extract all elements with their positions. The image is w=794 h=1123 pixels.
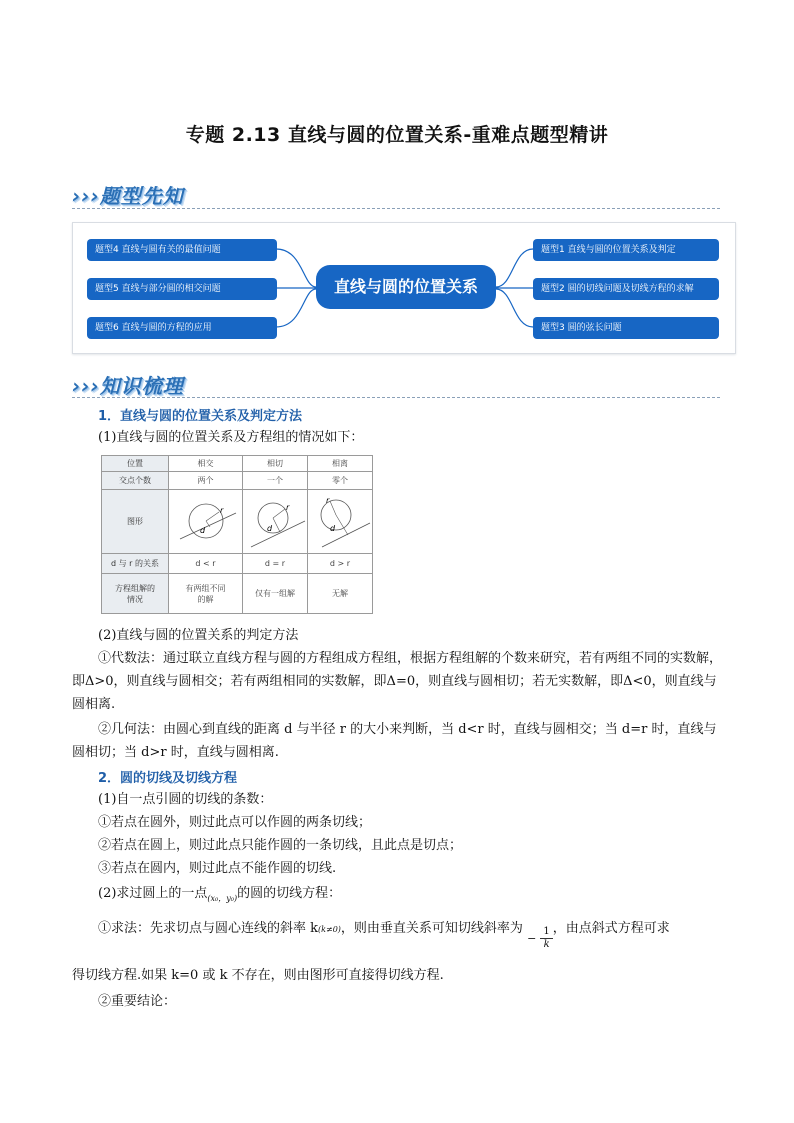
divider — [72, 208, 720, 209]
fraction-numerator: 1 — [540, 926, 552, 939]
paragraph — [98, 882, 748, 910]
paragraph: 得切线方程.如果 k=0 或 k 不存在，则由图形可直接得切线方程. — [72, 968, 444, 983]
figure-separate — [308, 490, 373, 554]
paragraph: ②重要结论： — [98, 994, 177, 1009]
table-cell: d 与 r 的关系 — [102, 554, 169, 574]
table-cell: 两个 — [169, 472, 243, 490]
section-heading-knowledge: ›››知识梳理 — [72, 374, 184, 398]
paragraph: ③若点在圆内，则过此点不能作圆的切线. — [98, 861, 337, 876]
table-cell: d = r — [243, 554, 308, 574]
distance-label: d — [330, 523, 336, 533]
page-title: 专题 2.13 直线与圆的位置关系-重难点题型精讲 — [185, 124, 609, 146]
divider — [72, 397, 720, 398]
table-cell: 交点个数 — [102, 472, 169, 490]
separate-diagram — [308, 493, 372, 549]
slope-fraction — [527, 926, 553, 951]
fraction-sign: − — [527, 932, 537, 945]
table-cell: d < r — [169, 554, 243, 574]
table-cell: 无解 — [308, 574, 373, 614]
distance-label: d — [267, 523, 273, 533]
paragraph: ②几何法：由圆心到直线的距离 d 与半径 r 的大小来判断，当 d<r 时，直线与圆相交；当 d=r 时，直线与圆相切；当 d>r 时，直线与圆相离. — [72, 722, 717, 760]
text: ①求法：先求切点与圆心连线的斜率 k — [98, 921, 319, 936]
tangent-diagram — [243, 493, 307, 549]
paragraph: (1)直线与圆的位置关系及方程组的情况如下： — [98, 430, 364, 445]
condition-notation: (k≠0) — [318, 925, 341, 934]
table-header: 位置 — [102, 456, 169, 472]
text: ，由点斜式方程可求 — [552, 921, 670, 936]
mindmap-node-type3: 题型3 圆的弦长问题 — [533, 317, 719, 339]
mindmap-node-type4: 题型4 直线与圆有关的最值问题 — [87, 239, 277, 261]
table-header: 相切 — [243, 456, 308, 472]
table-cell: 零个 — [308, 472, 373, 490]
paragraph: ②若点在圆上，则过此点只能作圆的一条切线，且此点是切点； — [98, 838, 463, 853]
relation-table — [101, 455, 373, 614]
section-heading-overview: ›››题型先知 — [72, 184, 184, 208]
mindmap-node-type6: 题型6 直线与圆的方程的应用 — [87, 317, 277, 339]
intersect-diagram — [174, 493, 238, 549]
text: ，则由垂直关系可知切线斜率为 — [340, 921, 523, 936]
table-cell: 图形 — [102, 490, 169, 554]
point-notation: (x₀，y₀) — [207, 894, 238, 903]
radius-label: r — [219, 505, 223, 515]
fraction-denominator: k — [543, 939, 550, 950]
table-cell: d > r — [308, 554, 373, 574]
subheading-relation: 1．直线与圆的位置关系及判定方法 — [98, 409, 303, 424]
table-cell: 方程组解的情况 — [102, 574, 169, 614]
radius-label: r — [326, 495, 330, 505]
figure-tangent — [243, 490, 308, 554]
mindmap — [72, 222, 736, 354]
table-header: 相离 — [308, 456, 373, 472]
text: (2)求过圆上的一点 — [98, 886, 208, 901]
fraction — [540, 926, 552, 951]
mindmap-node-type2: 题型2 圆的切线问题及切线方程的求解 — [533, 278, 719, 300]
paragraph: (1)自一点引圆的切线的条数： — [98, 792, 273, 807]
paragraph: (2)直线与圆的位置关系的判定方法 — [98, 628, 299, 643]
table-cell: 一个 — [243, 472, 308, 490]
mindmap-node-type1: 题型1 直线与圆的位置关系及判定 — [533, 239, 719, 261]
paragraph: ①代数法：通过联立直线方程与圆的方程组成方程组，根据方程组解的个数来研究，若有两组不同的实数解，即Δ>0，则直线与圆相交；若有两组相同的实数解，即Δ=0，则直线与圆相切；若无实数解，即Δ<0，则直线与圆相离. — [72, 651, 723, 712]
distance-label: d — [199, 525, 205, 535]
text: 的圆的切线方程： — [237, 886, 342, 901]
mindmap-center-node: 直线与圆的位置关系 — [316, 265, 496, 309]
table-cell: 仅有一组解 — [243, 574, 308, 614]
figure-intersect — [169, 490, 243, 554]
subheading-tangent: 2．圆的切线及切线方程 — [98, 771, 238, 786]
paragraph — [98, 916, 728, 950]
mindmap-node-type5: 题型5 直线与部分圆的相交问题 — [87, 278, 277, 300]
paragraph: ①若点在圆外，则过此点可以作圆的两条切线； — [98, 815, 372, 830]
table-header: 相交 — [169, 456, 243, 472]
radius-label: r — [286, 502, 290, 512]
table-cell: 有两组不同的解 — [169, 574, 243, 614]
